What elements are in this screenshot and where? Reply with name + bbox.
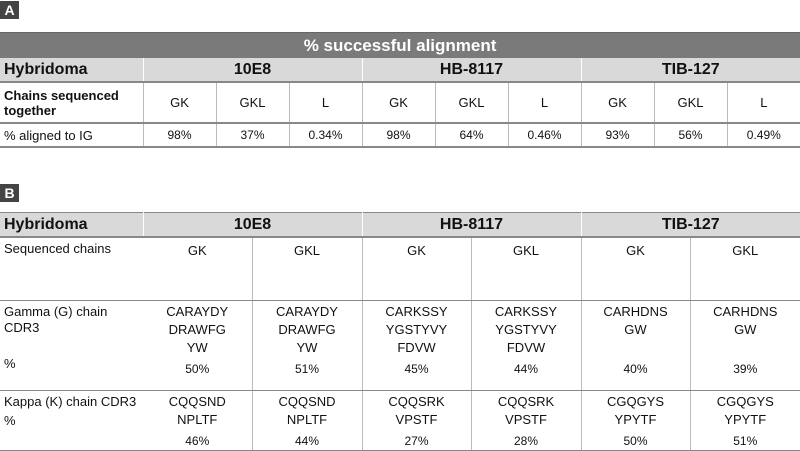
cdr3-cell [690, 301, 800, 391]
cdr3-cell [252, 391, 362, 451]
cdr3-cell [362, 391, 471, 451]
cdr3-seq-line: CQQSND [168, 394, 226, 409]
hybridoma-header: Hybridoma [0, 58, 143, 82]
group-header-10e8: 10E8 [143, 213, 362, 238]
group-header-tib127: TIB-127 [581, 213, 800, 238]
chain-cell: GKL [252, 237, 362, 301]
chain-cell: GK [362, 237, 471, 301]
cdr3-table [0, 212, 800, 451]
cdr3-seq-line: VPSTF [505, 412, 547, 427]
cdr3-pct: 51% [294, 362, 320, 376]
chain-cell: GK [143, 237, 252, 301]
chain-cell: GK [581, 237, 690, 301]
hybridoma-header: Hybridoma [0, 213, 143, 238]
cdr3-seq-line: DRAWFG [168, 322, 226, 337]
chain-cell: GKL [216, 82, 289, 123]
table-row [0, 82, 800, 123]
aligned-cell: 56% [654, 123, 727, 147]
cdr3-seq-line: CARHDNS [603, 304, 668, 319]
chain-cell: GK [362, 82, 435, 123]
aligned-cell: 0.46% [508, 123, 581, 147]
kappa-label: Kappa (K) chain CDR3 [4, 394, 137, 409]
cdr3-pct: 28% [513, 434, 539, 448]
cdr3-seq-line: YW [186, 340, 208, 355]
cdr3-seq-line: CQQSRK [388, 394, 445, 409]
cdr3-pct: 51% [733, 434, 758, 448]
table-row [0, 237, 800, 301]
cdr3-pct: 44% [513, 362, 539, 376]
cdr3-pct: 39% [733, 362, 758, 376]
aligned-row-label: % aligned to IG [0, 123, 143, 147]
chain-cell: L [289, 82, 362, 123]
cdr3-cell [581, 391, 690, 451]
alignment-table [0, 32, 800, 148]
chain-cell: GKL [471, 237, 581, 301]
cdr3-seq-line: FDVW [506, 340, 546, 355]
cdr3-seq-line: CARAYDY [276, 304, 338, 319]
cdr3-pct: 27% [404, 434, 429, 448]
cdr3-seq-line: YPYTF [724, 412, 767, 427]
cdr3-seq-line: YW [296, 340, 318, 355]
cdr3-seq-line: GW [624, 322, 647, 337]
group-header-10e8: 10E8 [143, 58, 362, 82]
aligned-cell: 0.49% [727, 123, 800, 147]
panel-b-label: B [0, 184, 19, 202]
panel-a-label: A [0, 1, 19, 19]
cdr3-seq-line: DRAWFG [278, 322, 336, 337]
cdr3-seq-line: NPLTF [286, 412, 328, 427]
cdr3-pct: 46% [185, 434, 210, 448]
cdr3-seq-line: YGSTYVY [385, 322, 448, 337]
cdr3-cell [252, 301, 362, 391]
group-header-hb8117: HB-8117 [362, 58, 581, 82]
aligned-cell: 98% [362, 123, 435, 147]
chains-row-label: Chains sequenced together [0, 82, 143, 123]
cdr3-seq-line: CARKSSY [494, 304, 558, 319]
chain-cell: GKL [690, 237, 800, 301]
gamma-label: Gamma (G) chain CDR3 [4, 304, 108, 335]
aligned-cell: 37% [216, 123, 289, 147]
kappa-row-label [0, 391, 143, 451]
chain-cell: GK [143, 82, 216, 123]
cdr3-cell [143, 391, 252, 451]
cdr3-seq-line: CGQGYS [716, 394, 774, 409]
chain-cell: GKL [435, 82, 508, 123]
cdr3-seq-line: YPYTF [614, 412, 657, 427]
chain-cell: GK [581, 82, 654, 123]
cdr3-cell [471, 301, 581, 391]
chain-cell: GKL [654, 82, 727, 123]
cdr3-seq-line: CARAYDY [166, 304, 229, 319]
chain-cell: L [508, 82, 581, 123]
pct-label: % [4, 413, 16, 428]
cdr3-pct: 50% [185, 362, 210, 376]
aligned-cell: 98% [143, 123, 216, 147]
cdr3-seq-line: CQQSRK [497, 394, 555, 409]
cdr3-seq-line: CGQGYS [606, 394, 665, 409]
cdr3-seq-line: CARHDNS [713, 304, 778, 319]
cdr3-seq-line: GW [734, 322, 757, 337]
sequenced-chains-label: Sequenced chains [0, 237, 143, 301]
cdr3-seq-line: CARKSSY [385, 304, 448, 319]
cdr3-cell [690, 391, 800, 451]
cdr3-cell [143, 301, 252, 391]
table-banner: % successful alignment [0, 33, 800, 59]
table-row [0, 391, 800, 451]
cdr3-cell [581, 301, 690, 391]
aligned-cell: 64% [435, 123, 508, 147]
group-header-tib127: TIB-127 [581, 58, 800, 82]
group-header-hb8117: HB-8117 [362, 213, 581, 238]
cdr3-seq-line: CQQSND [278, 394, 336, 409]
cdr3-seq-line: FDVW [397, 340, 436, 355]
cdr3-seq-line [586, 339, 686, 357]
cdr3-seq-line: VPSTF [395, 412, 438, 427]
chain-cell: L [727, 82, 800, 123]
cdr3-seq-line: NPLTF [177, 412, 218, 427]
cdr3-pct: 44% [294, 434, 320, 448]
cdr3-cell [362, 301, 471, 391]
cdr3-seq-line: YGSTYVY [495, 322, 557, 337]
table-row [0, 301, 800, 391]
cdr3-pct: 45% [404, 362, 429, 376]
aligned-cell: 93% [581, 123, 654, 147]
cdr3-cell [471, 391, 581, 451]
gamma-row-label [0, 301, 143, 391]
cdr3-pct: 40% [623, 362, 648, 376]
cdr3-pct: 50% [623, 434, 648, 448]
pct-label: % [4, 356, 16, 371]
table-row [0, 123, 800, 147]
cdr3-seq-line [695, 339, 797, 357]
aligned-cell: 0.34% [289, 123, 362, 147]
